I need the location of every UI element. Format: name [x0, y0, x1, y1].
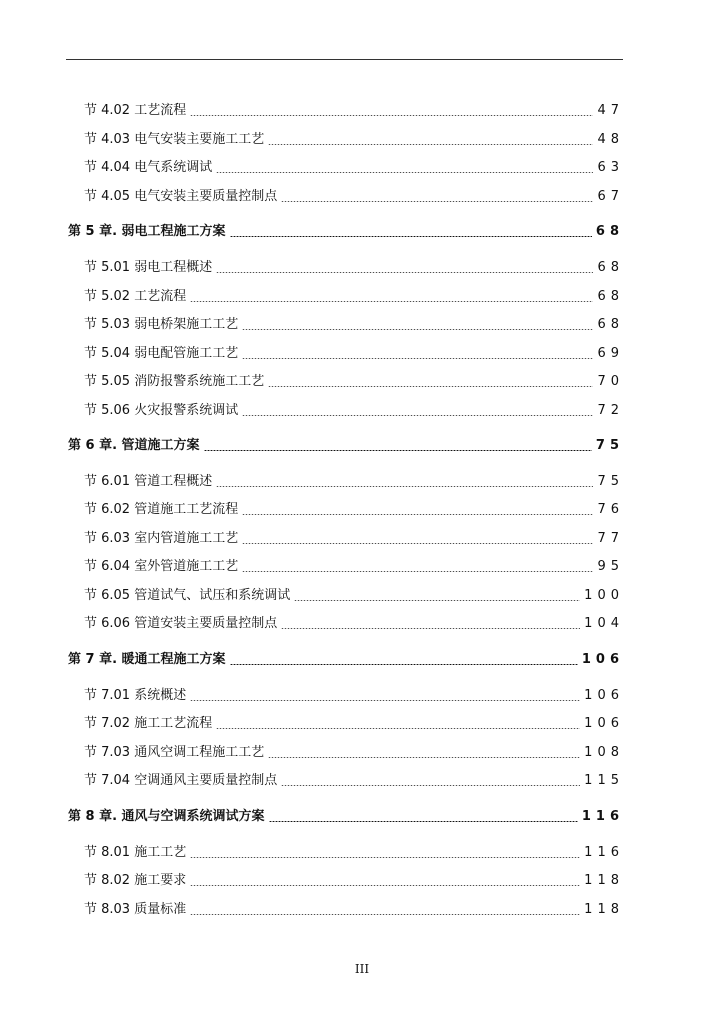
toc-entry-title: 节 8.02 施工要求 [84, 873, 187, 888]
toc-chapter-entry[interactable] [68, 808, 624, 826]
dot-leader [230, 664, 578, 665]
toc-entry[interactable] [84, 345, 624, 363]
toc-entry-page: 69 [597, 346, 624, 361]
toc-entry-title: 第 8 章. 通风与空调系统调试方案 [68, 809, 265, 824]
toc-entry-page: 77 [597, 531, 624, 546]
dot-leader [190, 301, 593, 302]
toc-entry-title: 节 7.01 系统概述 [84, 688, 187, 703]
toc-entry[interactable] [84, 316, 624, 334]
toc-chapter-entry[interactable] [68, 437, 624, 455]
dot-leader [204, 450, 592, 451]
toc-entry-page: 95 [597, 559, 624, 574]
toc-entry-title: 节 7.04 空调通风主要质量控制点 [84, 773, 278, 788]
toc-entry-title: 节 5.01 弱电工程概述 [84, 260, 213, 275]
toc-entry-title: 节 6.02 管道施工工艺流程 [84, 502, 239, 517]
toc-entry-page: 75 [597, 474, 624, 489]
toc-entry[interactable] [84, 102, 624, 120]
toc-entry-title: 节 4.04 电气系统调试 [84, 160, 213, 175]
toc-entry-page: 104 [584, 616, 624, 631]
dot-leader [190, 885, 580, 886]
dot-leader [190, 115, 593, 116]
toc-entry-page: 115 [584, 773, 624, 788]
toc-entry-title: 节 4.02 工艺流程 [84, 103, 187, 118]
dot-leader [216, 486, 593, 487]
toc-entry[interactable] [84, 259, 624, 277]
toc-chapter-entry[interactable] [68, 223, 624, 241]
toc-entry[interactable] [84, 615, 624, 633]
dot-leader [268, 757, 580, 758]
toc-entry-page: 76 [597, 502, 624, 517]
toc-entry[interactable] [84, 530, 624, 548]
dot-leader [230, 236, 592, 237]
dot-leader [242, 571, 593, 572]
dot-leader [281, 628, 580, 629]
dot-leader [190, 700, 580, 701]
dot-leader [268, 386, 593, 387]
dot-leader [281, 201, 593, 202]
toc-chapter-entry[interactable] [68, 651, 624, 669]
toc-entry-title: 节 7.03 通风空调工程施工工艺 [84, 745, 265, 760]
toc-entry-title: 节 6.06 管道安装主要质量控制点 [84, 616, 278, 631]
toc-entry[interactable] [84, 587, 624, 605]
toc-entry-page: 48 [597, 132, 624, 147]
toc-entry-title: 节 6.01 管道工程概述 [84, 474, 213, 489]
toc-entry-page: 118 [584, 873, 624, 888]
toc-entry-page: 68 [597, 260, 624, 275]
toc-entry-title: 节 5.05 消防报警系统施工工艺 [84, 374, 265, 389]
dot-leader [242, 358, 593, 359]
toc-entry-title: 第 5 章. 弱电工程施工方案 [68, 224, 226, 239]
dot-leader [190, 914, 580, 915]
page-number: III [354, 962, 370, 976]
toc-entry-title: 节 4.05 电气安装主要质量控制点 [84, 189, 278, 204]
toc-entry-page: 108 [584, 745, 624, 760]
dot-leader [242, 415, 593, 416]
toc-entry-title: 节 5.02 工艺流程 [84, 289, 187, 304]
toc-entry-title: 节 6.04 室外管道施工工艺 [84, 559, 239, 574]
dot-leader [242, 514, 593, 515]
toc-entry-page: 47 [597, 103, 624, 118]
toc-entry[interactable] [84, 715, 624, 733]
toc-entry-title: 第 7 章. 暖通工程施工方案 [68, 652, 226, 667]
toc-entry[interactable] [84, 288, 624, 306]
dot-leader [242, 329, 593, 330]
dot-leader [269, 821, 578, 822]
toc-entry-title: 节 8.01 施工工艺 [84, 845, 187, 860]
toc-entry[interactable] [84, 501, 624, 519]
toc-entry[interactable] [84, 473, 624, 491]
dot-leader [281, 785, 580, 786]
toc-entry-title: 节 5.03 弱电桥架施工工艺 [84, 317, 239, 332]
toc-entry-title: 第 6 章. 管道施工方案 [68, 438, 200, 453]
toc-entry[interactable] [84, 558, 624, 576]
toc-entry[interactable] [84, 844, 624, 862]
toc-entry-title: 节 7.02 施工工艺流程 [84, 716, 213, 731]
toc-entry-title: 节 6.05 管道试气、试压和系统调试 [84, 588, 291, 603]
toc-entry[interactable] [84, 687, 624, 705]
dot-leader [268, 144, 593, 145]
toc-entry-page: 70 [597, 374, 624, 389]
toc-entry[interactable] [84, 373, 624, 391]
toc-entry-page: 67 [597, 189, 624, 204]
toc-entry-page: 68 [597, 317, 624, 332]
toc-entry-title: 节 8.03 质量标准 [84, 902, 187, 917]
toc-entry[interactable] [84, 402, 624, 420]
dot-leader [216, 728, 580, 729]
dot-leader [190, 857, 580, 858]
toc-entry-page: 116 [581, 809, 624, 824]
toc-entry-title: 节 6.03 室内管道施工工艺 [84, 531, 239, 546]
toc-entry-page: 75 [595, 438, 624, 453]
toc-entry-page: 68 [597, 289, 624, 304]
toc-entry[interactable] [84, 131, 624, 149]
toc-entry-title: 节 5.06 火灾报警系统调试 [84, 403, 239, 418]
toc-entry[interactable] [84, 901, 624, 919]
dot-leader [216, 272, 593, 273]
toc-entry[interactable] [84, 872, 624, 890]
dot-leader [294, 600, 580, 601]
toc-entry-page: 106 [584, 716, 624, 731]
dot-leader [242, 543, 593, 544]
toc-entry-title: 节 5.04 弱电配管施工工艺 [84, 346, 239, 361]
toc-entry[interactable] [84, 772, 624, 790]
toc-entry-title: 节 4.03 电气安装主要施工工艺 [84, 132, 265, 147]
dot-leader [216, 172, 593, 173]
toc-entry-page: 100 [584, 588, 624, 603]
toc-entry-page: 106 [581, 652, 624, 667]
toc-entry-page: 118 [584, 902, 624, 917]
toc-entry-page: 72 [597, 403, 624, 418]
toc-entry[interactable] [84, 188, 624, 206]
toc-entry-page: 68 [595, 224, 624, 239]
toc-entry-page: 63 [597, 160, 624, 175]
toc-entry[interactable] [84, 159, 624, 177]
toc-entry[interactable] [84, 744, 624, 762]
toc-entry-page: 106 [584, 688, 624, 703]
toc-entry-page: 116 [584, 845, 624, 860]
